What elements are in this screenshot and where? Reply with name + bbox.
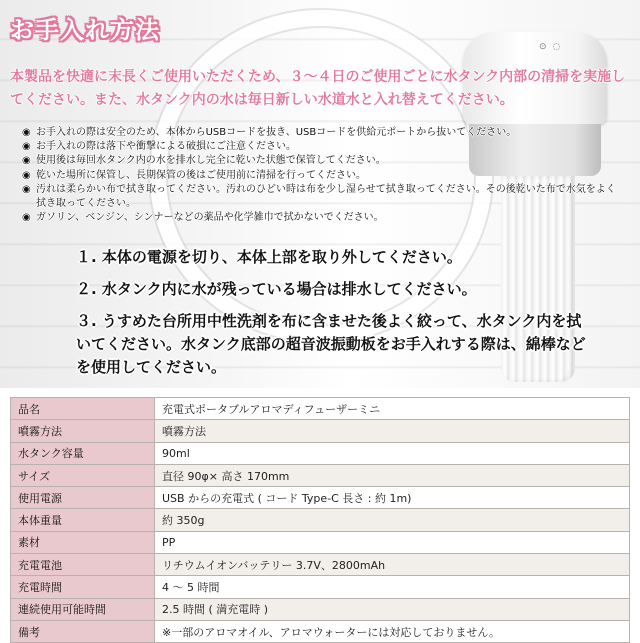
spec-label: 備考 <box>11 620 155 642</box>
spec-value: PP <box>155 531 630 553</box>
care-note-text: お手入れの際は落下や衝撃による破損にご注意ください。 <box>36 141 296 153</box>
care-step-1: １. 本体の電源を切り、本体上部を取り外してください。 <box>76 248 462 266</box>
spec-label: 噴霧方法 <box>11 420 155 442</box>
spec-value: USB からの充電式 ( コード Type-C 長さ : 約 1m) <box>155 487 630 509</box>
care-title: お手入れ方法 <box>10 16 160 44</box>
spec-value: 約 350g <box>155 509 630 531</box>
care-step-3: ３. うすめた台所用中性洗剤を布に含ませた後よく絞って、水タンク内を拭いてください。水タンク底部の超音波振動板をお手入れする際は、綿棒などを使用してください。 <box>76 312 586 376</box>
device-buttons-icon: ⊙◌ <box>539 42 567 52</box>
spec-row <box>11 464 630 486</box>
spec-row <box>11 442 630 464</box>
spec-row <box>11 398 630 420</box>
bullet-icon: ◉ <box>22 169 31 181</box>
care-intro-text: 本製品を快適に末長くご使用いただくため、３〜４日のご使用ごとに水タンク内部の清掃を実施してください。また、水タンク内の水は毎日新しい水道水と入れ替えてください。 <box>10 69 626 108</box>
spec-label: 本体重量 <box>11 509 155 531</box>
spec-row <box>11 420 630 442</box>
spec-value: 2.5 時間 ( 満充電時 ) <box>155 598 630 620</box>
spec-label: 充電時間 <box>11 576 155 598</box>
spec-label: 水タンク容量 <box>11 442 155 464</box>
bullet-icon: ◉ <box>22 183 31 195</box>
care-step-2: ２. 水タンク内に水が残っている場合は排水してください。 <box>76 280 477 298</box>
spec-value: 90ml <box>155 442 630 464</box>
spec-row <box>11 598 630 620</box>
care-note-text: 使用後は毎回水タンク内の水を排水し完全に乾いた状態で保管してください。 <box>36 155 386 167</box>
spec-row <box>11 620 630 642</box>
spec-row <box>11 487 630 509</box>
care-notes-list <box>22 126 622 225</box>
spec-row <box>11 531 630 553</box>
spec-label: 素材 <box>11 531 155 553</box>
spec-label: 品名 <box>11 398 155 420</box>
spec-value: 充電式ポータブルアロマディフューザーミニ <box>155 398 630 420</box>
spec-table <box>10 397 630 643</box>
spec-row <box>11 576 630 598</box>
spec-row <box>11 554 630 576</box>
bullet-icon: ◉ <box>22 155 31 167</box>
bullet-icon: ◉ <box>22 141 31 153</box>
care-steps-list <box>76 246 596 379</box>
spec-label: 連続使用可能時間 <box>11 598 155 620</box>
care-note <box>22 126 622 140</box>
spec-value: リチウムイオンバッテリー 3.7V、2800mAh <box>155 554 630 576</box>
bullet-icon: ◉ <box>22 127 31 138</box>
spec-value: 直径 90φ× 高さ 170mm <box>155 464 630 486</box>
care-note <box>22 183 622 211</box>
spec-label: 使用電源 <box>11 487 155 509</box>
spec-row <box>11 509 630 531</box>
care-note <box>22 169 622 183</box>
care-note-text: 乾いた場所に保管し、長期保管の後はご使用前に清掃を行ってください。 <box>36 169 366 181</box>
spec-label: サイズ <box>11 464 155 486</box>
care-note <box>22 154 622 168</box>
care-note-text: ガソリン、ベンジン、シンナーなどの薬品や化学雑巾で拭かないでください。 <box>36 212 384 224</box>
care-note-text: 汚れは柔らかい布で拭き取ってください。汚れのひどい時は布を少し湿らせて拭き取ってください。その後乾いた布で水気をよく拭き取ってください。 <box>36 183 616 210</box>
spec-label: 充電電池 <box>11 554 155 576</box>
spec-value: 4 〜 5 時間 <box>155 576 630 598</box>
care-note-text: お手入れの際は安全のため、本体からUSBコードを抜き、USBコードを供給元ポートから抜いてください。 <box>36 127 517 138</box>
spec-value: ※一部のアロマオイル、アロマウォーターには対応しておりません。 <box>155 620 630 642</box>
care-note <box>22 211 622 225</box>
care-note <box>22 140 622 154</box>
spec-value: 噴霧方法 <box>155 420 630 442</box>
bullet-icon: ◉ <box>22 212 31 224</box>
